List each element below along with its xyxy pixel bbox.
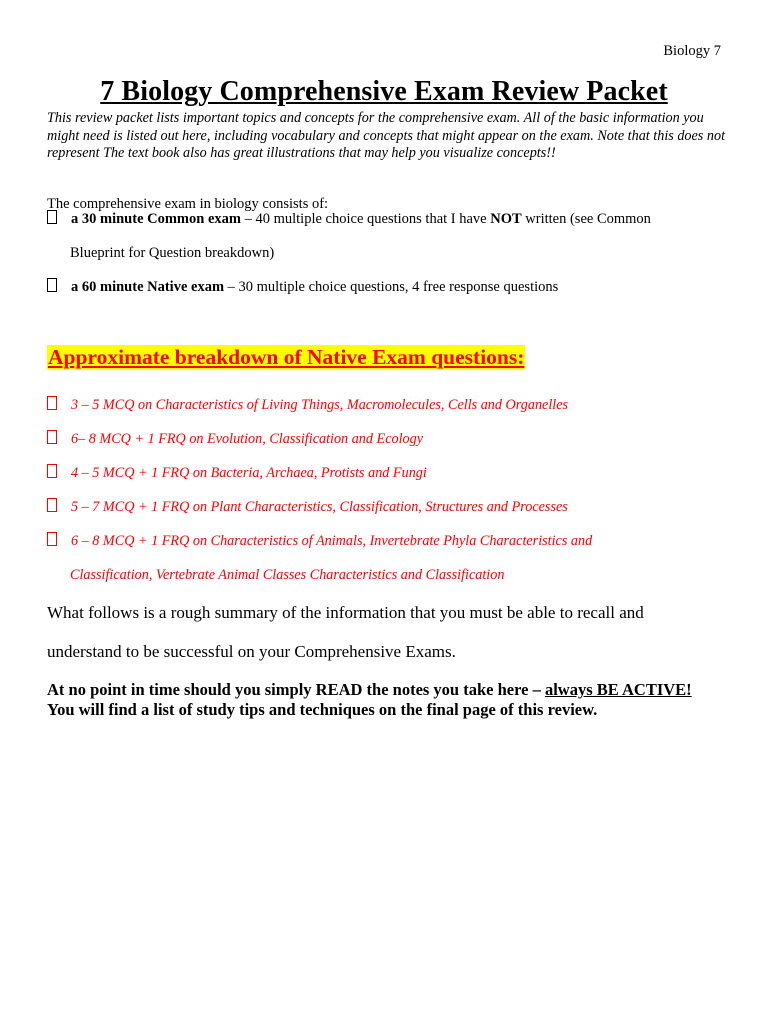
exam-part-text: – 40 multiple choice questions that I have [240, 211, 491, 227]
exam-part-text: written (see Common [521, 211, 651, 227]
checkbox-icon [47, 396, 57, 410]
list-item-text: 3 – 5 MCQ on Characteristics of Living Things, Macromolecules, Cells and Organelles [71, 397, 569, 413]
list-item [47, 456, 737, 490]
list-item [47, 422, 737, 456]
page-title: 7 Biology Comprehensive Exam Review Packet [100, 76, 668, 107]
checkbox-icon [47, 430, 57, 444]
summary-line: What follows is a rough summary of the information that you must be able to recall and [47, 603, 644, 622]
intro-paragraph: This review packet lists important topics and concepts for the comprehensive exam. All of the basic information you might need is listed out here, including vocabulary and concepts that might appear on the exam. Note that this does not represent The text book also has great illustrations that may help you visualize concepts!! [47, 110, 726, 161]
list-item [47, 524, 737, 592]
exam-part-native [47, 270, 737, 304]
list-item-text: 5 – 7 MCQ + 1 FRQ on Plant Characteristics, Classification, Structures and Processes [71, 499, 568, 515]
checkbox-icon [47, 464, 57, 478]
exam-consists-label: The comprehensive exam in biology consists of: [47, 196, 329, 212]
active-tail: You will find a list of study tips and techniques on the final page of this review. [47, 699, 598, 719]
list-item [47, 388, 737, 422]
checkbox-icon [47, 532, 57, 546]
checkbox-icon [47, 498, 57, 512]
exam-part-lead: a 60 minute Native exam [71, 279, 225, 295]
active-lead: At no point in time should you simply READ the notes you take here – [47, 680, 545, 699]
list-item-text: 4 – 5 MCQ + 1 FRQ on Bacteria, Archaea, Protists and Fungi [71, 465, 427, 481]
exam-part-continuation: Blueprint for Question breakdown) [70, 245, 275, 261]
active-emphasis: always BE ACTIVE! [544, 680, 692, 699]
exam-part-emphasis: NOT [490, 211, 522, 227]
checkbox-icon [47, 210, 57, 224]
checkbox-icon [47, 278, 57, 292]
breakdown-heading: Approximate breakdown of Native Exam questions: [48, 345, 525, 369]
list-item-continuation: Classification, Vertebrate Animal Classes Characteristics and Classification [70, 567, 505, 583]
summary-line: understand to be successful on your Comprehensive Exams. [47, 642, 456, 661]
list-item-text: 6 – 8 MCQ + 1 FRQ on Characteristics of Animals, Invertebrate Phyla Characteristics and [71, 533, 593, 549]
summary-paragraph [47, 593, 737, 671]
active-study-paragraph [47, 680, 707, 719]
exam-part-lead: a 30 minute Common exam [71, 211, 241, 227]
list-item-text: 6– 8 MCQ + 1 FRQ on Evolution, Classification and Ecology [71, 431, 424, 447]
exam-part-text: – 30 multiple choice questions, 4 free response questions [224, 279, 559, 295]
exam-part-common [47, 202, 737, 270]
course-label: Biology 7 [663, 43, 721, 59]
list-item [47, 490, 737, 524]
